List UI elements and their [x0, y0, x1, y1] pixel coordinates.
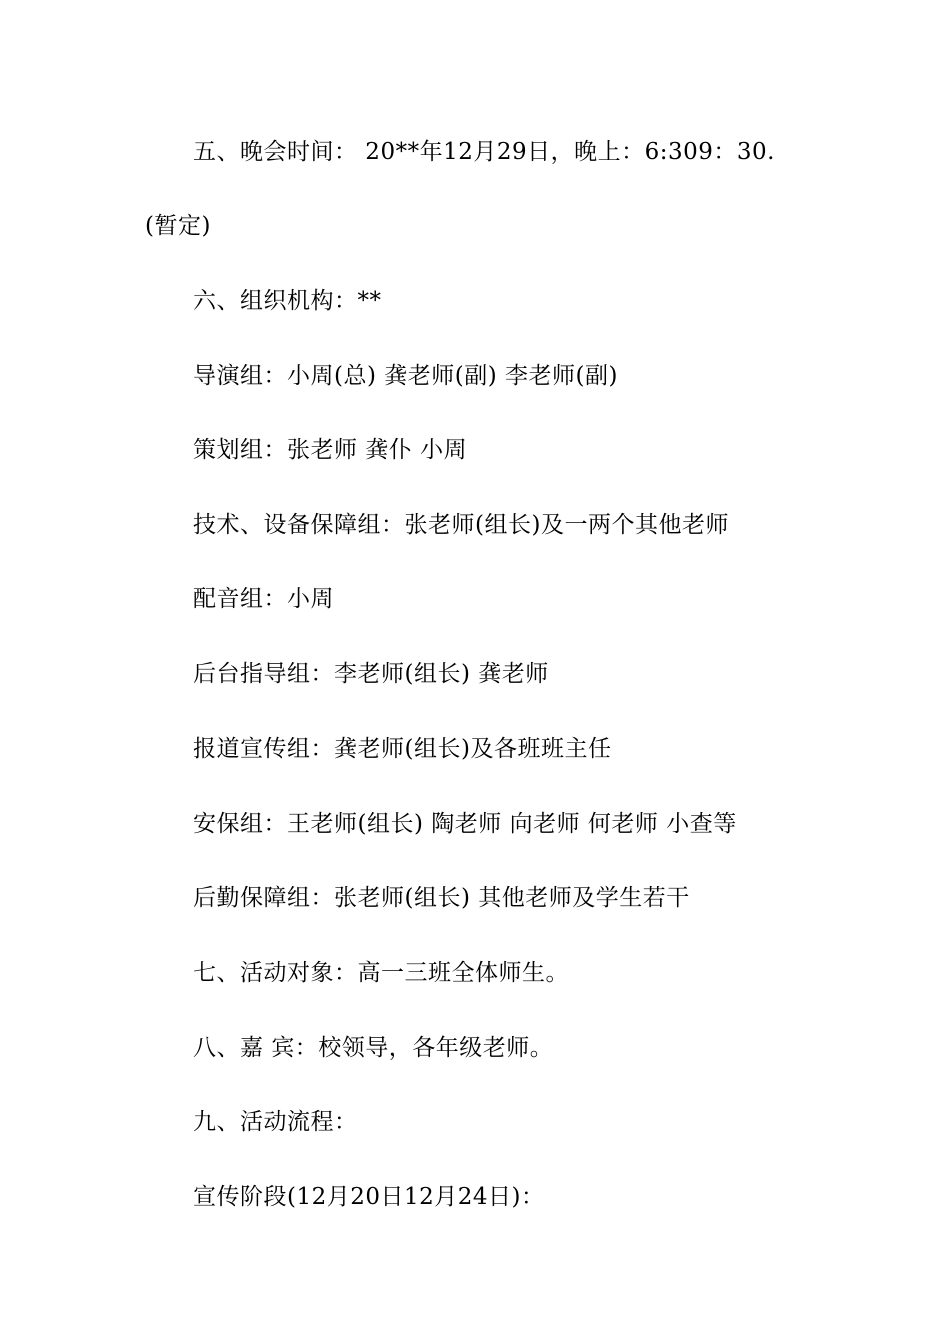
tentative-note: (暂定) — [145, 213, 211, 239]
section-six-organization: 六、组织机构：** — [193, 288, 382, 314]
publicity-group: 报道宣传组：龚老师(组长)及各班班主任 — [193, 736, 612, 762]
section-five-party-time: 五、晚会时间： 20**年12月29日，晚上：6:309：30. — [193, 139, 775, 165]
backstage-guidance-group: 后台指导组：李老师(组长) 龚老师 — [193, 661, 549, 687]
section-nine-process: 九、活动流程： — [193, 1109, 358, 1135]
section-seven-audience: 七、活动对象：高一三班全体师生。 — [193, 960, 569, 986]
dubbing-group: 配音组：小周 — [193, 586, 334, 612]
security-group: 安保组：王老师(组长) 陶老师 向老师 何老师 小查等 — [193, 811, 737, 837]
planning-group: 策划组：张老师 龚仆 小周 — [193, 437, 468, 463]
publicity-stage: 宣传阶段(12月20日12月24日)： — [193, 1184, 545, 1210]
section-eight-guests: 八、嘉 宾：校领导，各年级老师。 — [193, 1035, 554, 1061]
logistics-group: 后勤保障组：张老师(组长) 其他老师及学生若干 — [193, 885, 690, 911]
directing-group: 导演组：小周(总) 龚老师(副) 李老师(副) — [193, 363, 618, 389]
tech-equipment-group: 技术、设备保障组：张老师(组长)及一两个其他老师 — [193, 512, 729, 538]
